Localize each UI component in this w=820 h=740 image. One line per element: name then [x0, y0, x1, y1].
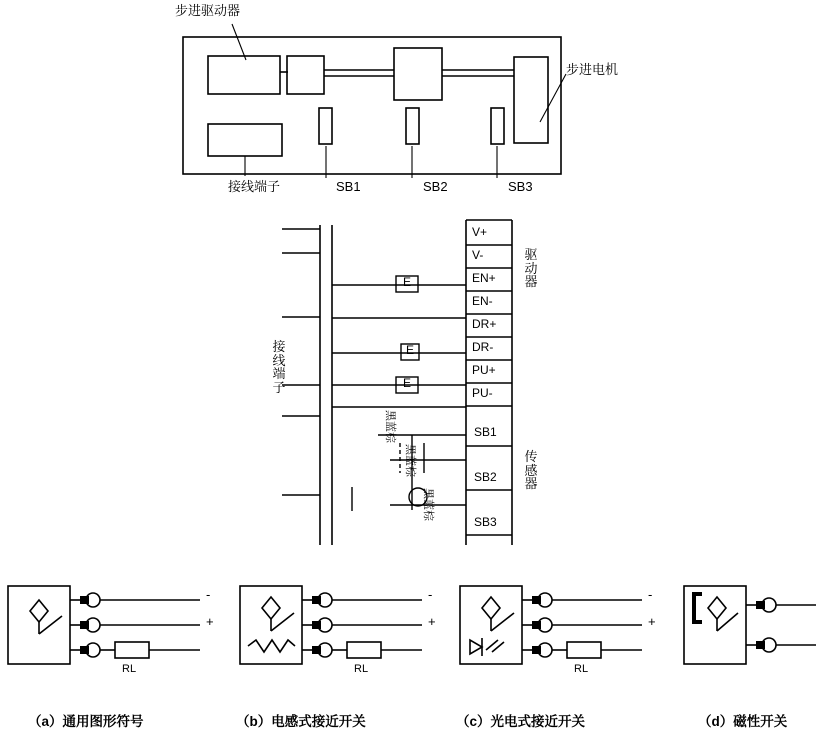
sensor-terminal-sb3: SB3: [474, 515, 497, 529]
terminal-en-minus: EN-: [472, 294, 493, 308]
label-terminal-block: 接线端子: [228, 179, 281, 194]
sign-minus-b: -: [428, 587, 433, 602]
label-group-sensor: 传 感 器: [524, 449, 538, 492]
wire-note-3: 黑蓝棕: [422, 488, 434, 521]
sensor-terminal-sb1: SB1: [474, 425, 497, 439]
terminal-dr-minus: DR-: [472, 340, 494, 354]
label-stepper-driver: 步进驱动器: [175, 3, 241, 18]
label-stepper-motor: 步进电机: [566, 62, 619, 77]
sign-plus-b: +: [428, 614, 436, 629]
caption-b: （b）电感式接近开关: [236, 714, 366, 729]
sign-plus-c: +: [648, 614, 656, 629]
caption-c: （c）光电式接近开关: [456, 714, 586, 729]
terminal-v-minus: V-: [472, 248, 484, 262]
sign-minus-a: -: [206, 587, 211, 602]
terminal-en-plus: EN+: [472, 271, 496, 285]
label-sb1: SB1: [336, 179, 361, 194]
resistor-label-b: RL: [354, 663, 369, 675]
wire-note-1: 黑蓝棕: [384, 410, 396, 443]
label-group-driver: 驱 动 器: [524, 247, 538, 290]
label-terminal-strip: 接 线 端 子: [272, 339, 286, 395]
sensor-terminal-sb2: SB2: [474, 470, 497, 484]
resistor-label-a: RL: [122, 663, 137, 675]
switch-mark-3: E: [403, 376, 412, 390]
label-sb2: SB2: [423, 179, 448, 194]
terminal-dr-plus: DR+: [472, 317, 497, 331]
label-sb3: SB3: [508, 179, 533, 194]
sign-minus-c: -: [648, 587, 653, 602]
caption-d: （d）磁性开关: [698, 714, 788, 729]
sign-plus-a: +: [206, 614, 214, 629]
terminal-pu-plus: PU+: [472, 363, 496, 377]
resistor-label-c: RL: [574, 663, 589, 675]
switch-symbols-diagram: [0, 578, 820, 698]
switch-mark-2: E: [406, 343, 415, 357]
caption-a: （a）通用图形符号: [28, 714, 144, 729]
wire-note-2: 黑蓝棕: [404, 444, 416, 477]
terminal-v-plus: V+: [472, 225, 488, 239]
top-panel-diagram: [0, 0, 820, 205]
switch-mark-1: E: [403, 275, 412, 289]
wiring-schematic: [0, 205, 820, 575]
terminal-pu-minus: PU-: [472, 386, 493, 400]
